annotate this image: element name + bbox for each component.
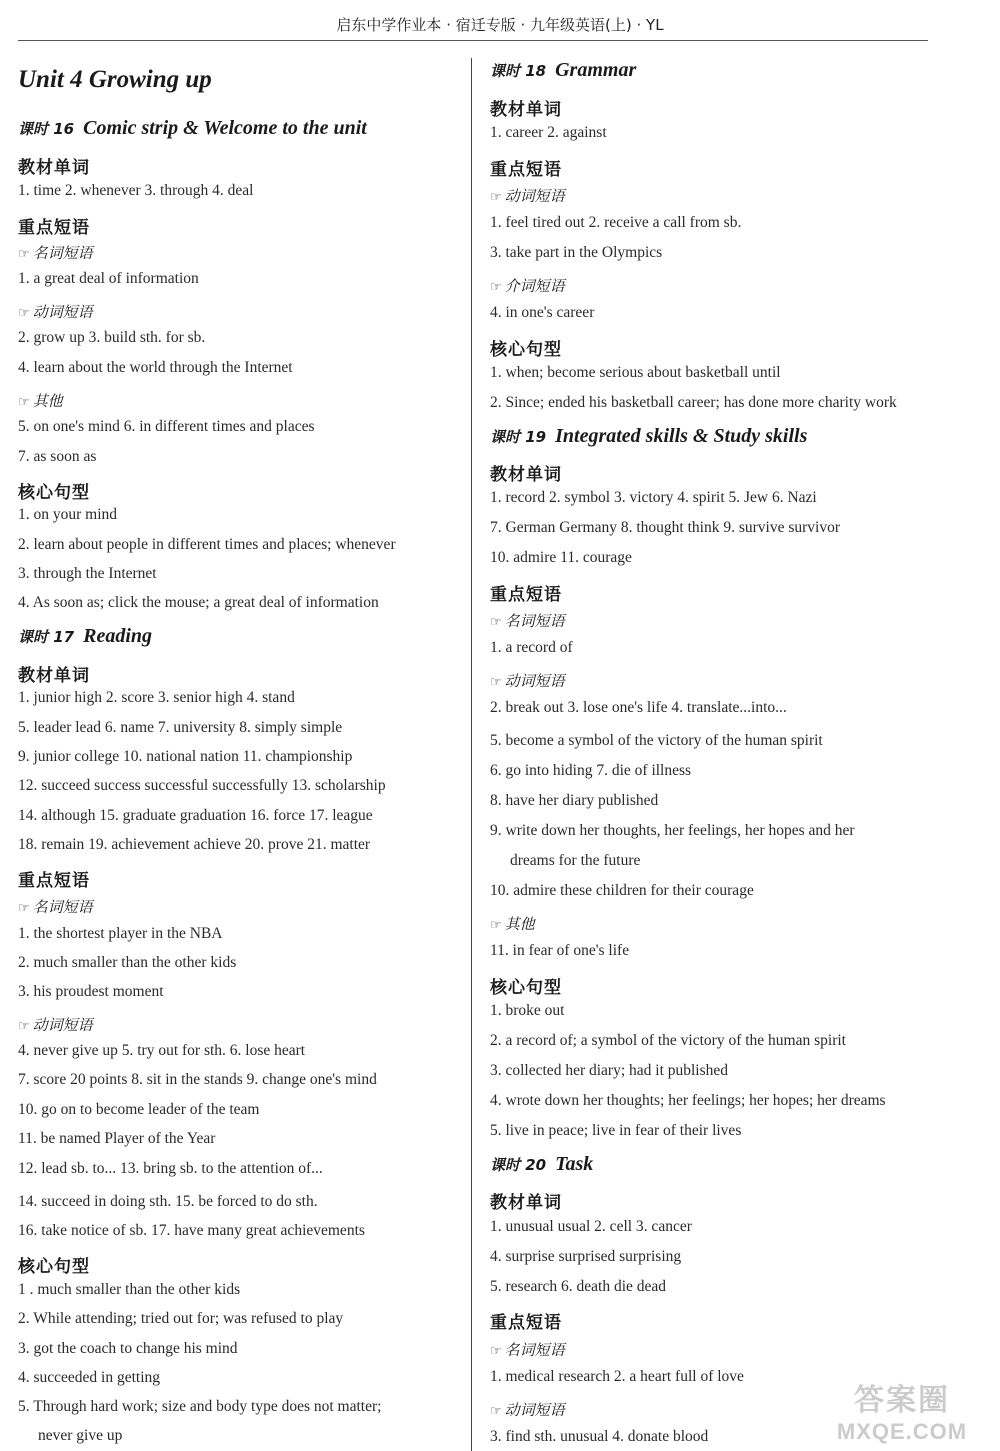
sentence-line: 3. through the Internet <box>18 565 157 582</box>
lesson-label: 课时 19 <box>490 428 547 446</box>
lesson-19-title <box>490 425 807 448</box>
section-heading: 教材单词 <box>490 100 562 120</box>
subheading: ☞ 动词短语 <box>18 1016 93 1034</box>
sentence-line: 1. when; become serious about basketball until <box>490 364 781 381</box>
vocab-line: 1. junior high 2. score 3. senior high 4. stand <box>18 689 295 706</box>
lesson-16-title <box>18 117 367 140</box>
subheading: ☞ 动词短语 <box>490 1401 565 1419</box>
header-rule <box>18 40 928 41</box>
section-heading: 核心句型 <box>18 1257 90 1277</box>
phrase-line: 7. score 20 points 8. sit in the stands 9. change one's mind <box>18 1071 377 1088</box>
section-heading: 重点短语 <box>18 218 90 238</box>
section-heading: 重点短语 <box>18 871 90 891</box>
lesson-label: 课时 20 <box>490 1156 547 1174</box>
lesson-label: 课时 17 <box>18 628 75 646</box>
phrase-line: 1. the shortest player in the NBA <box>18 925 223 942</box>
phrase-line: 3. take part in the Olympics <box>490 244 663 261</box>
running-header: 启东中学作业本 · 宿迁专版 · 九年级英语(上) · YL <box>336 16 664 34</box>
pointing-hand-icon: ☞ <box>490 280 502 295</box>
sentence-line: 2. Since; ended his basketball career; has done more charity work <box>490 394 897 411</box>
sentence-line: 4. wrote down her thoughts; her feelings; her hopes; her dreams <box>490 1092 886 1109</box>
pointing-hand-icon: ☞ <box>490 190 502 205</box>
sentence-line: 4. As soon as; click the mouse; a great deal of information <box>18 594 379 611</box>
lesson-label: 课时 18 <box>490 62 547 80</box>
phrase-line: 5. on one's mind 6. in different times and places <box>18 418 315 435</box>
subheading: ☞ 名词短语 <box>18 898 93 916</box>
sentence-line: 5. Through hard work; size and body type does not matter; <box>18 1398 382 1415</box>
phrase-line: 16. take notice of sb. 17. have many great achievements <box>18 1222 365 1239</box>
phrase-line: 2. grow up 3. build sth. for sb. <box>18 329 206 346</box>
sentence-line: 1. broke out <box>490 1002 565 1019</box>
sentence-line: 1. on your mind <box>18 506 118 523</box>
lesson-name: Task <box>555 1153 594 1175</box>
pointing-hand-icon: ☞ <box>490 918 502 933</box>
section-heading: 教材单词 <box>490 1193 562 1213</box>
subheading: ☞ 动词短语 <box>490 187 565 205</box>
pointing-hand-icon: ☞ <box>18 1019 30 1034</box>
sentence-line: 2. While attending; tried out for; was refused to play <box>18 1310 344 1327</box>
sentence-line: 4. succeeded in getting <box>18 1369 161 1386</box>
phrase-line: 3. find sth. unusual 4. donate blood <box>490 1428 709 1445</box>
sentence-line: 5. live in peace; live in fear of their lives <box>490 1122 742 1139</box>
pointing-hand-icon: ☞ <box>18 901 30 916</box>
phrase-line: 6. go into hiding 7. die of illness <box>490 762 692 779</box>
lesson-20-title <box>490 1153 593 1176</box>
phrase-line: 10. admire these children for their courage <box>490 882 754 899</box>
vocab-line: 10. admire 11. courage <box>490 549 632 566</box>
watermark-logo: 答案圈 MXQE.COM <box>836 1384 968 1444</box>
vocab-line: 1. time 2. whenever 3. through 4. deal <box>18 182 254 199</box>
subheading: ☞ 名词短语 <box>18 244 93 262</box>
phrase-line: 14. succeed in doing sth. 15. be forced to do sth. <box>18 1193 318 1210</box>
section-heading: 重点短语 <box>490 160 562 180</box>
pointing-hand-icon: ☞ <box>18 247 30 262</box>
subheading: ☞ 其他 <box>18 392 63 410</box>
sentence-line: 2. a record of; a symbol of the victory of the human spirit <box>490 1032 846 1049</box>
pointing-hand-icon: ☞ <box>490 1404 502 1419</box>
vocab-line: 4. surprise surprised surprising <box>490 1248 682 1265</box>
phrase-line: 1. medical research 2. a heart full of love <box>490 1368 744 1385</box>
section-heading: 教材单词 <box>18 158 90 178</box>
lesson-18-title <box>490 59 636 82</box>
vocab-line: 5. research 6. death die dead <box>490 1278 667 1295</box>
pointing-hand-icon: ☞ <box>18 395 30 410</box>
phrase-line: 8. have her diary published <box>490 792 659 809</box>
phrase-line: 3. his proudest moment <box>18 983 164 1000</box>
section-heading: 重点短语 <box>490 585 562 605</box>
vocab-line: 14. although 15. graduate graduation 16. force 17. league <box>18 807 373 824</box>
vocab-line: 5. leader lead 6. name 7. university 8. simply simple <box>18 719 343 736</box>
pointing-hand-icon: ☞ <box>18 306 30 321</box>
vocab-line: 1. unusual usual 2. cell 3. cancer <box>490 1218 692 1235</box>
phrase-continuation: dreams for the future <box>510 852 641 869</box>
lesson-17-title <box>18 625 152 648</box>
lesson-label: 课时 16 <box>18 120 75 138</box>
lesson-name: Integrated skills & Study skills <box>555 425 808 447</box>
section-heading: 核心句型 <box>490 978 562 998</box>
lesson-name: Grammar <box>555 59 637 81</box>
vocab-line: 12. succeed success successful successfully 13. scholarship <box>18 777 386 794</box>
sentence-continuation: never give up <box>38 1427 123 1444</box>
sentence-line: 2. learn about people in different times and places; whenever <box>18 536 396 553</box>
sentence-line: 3. collected her diary; had it published <box>490 1062 729 1079</box>
pointing-hand-icon: ☞ <box>490 615 502 630</box>
phrase-line: 2. break out 3. lose one's life 4. translate...into... <box>490 699 787 716</box>
phrase-line: 5. become a symbol of the victory of the human spirit <box>490 732 823 749</box>
subheading: ☞ 名词短语 <box>490 612 565 630</box>
unit-title: Unit 4 Growing up <box>18 66 212 93</box>
phrase-line: 11. in fear of one's life <box>490 942 630 959</box>
phrase-line: 11. be named Player of the Year <box>18 1130 216 1147</box>
lesson-name: Reading <box>83 625 153 647</box>
phrase-line: 2. much smaller than the other kids <box>18 954 237 971</box>
phrase-line: 1. feel tired out 2. receive a call from sb. <box>490 214 742 231</box>
sentence-line: 3. got the coach to change his mind <box>18 1340 238 1357</box>
phrase-line: 12. lead sb. to... 13. bring sb. to the attention of... <box>18 1160 323 1177</box>
column-divider <box>471 58 472 1451</box>
phrase-line: 10. go on to become leader of the team <box>18 1101 260 1118</box>
phrase-line: 1. a great deal of information <box>18 270 199 287</box>
sentence-line: 1 . much smaller than the other kids <box>18 1281 241 1298</box>
subheading: ☞ 动词短语 <box>18 303 93 321</box>
subheading: ☞ 名词短语 <box>490 1341 565 1359</box>
phrase-line: 1. a record of <box>490 639 573 656</box>
pointing-hand-icon: ☞ <box>490 675 502 690</box>
phrase-line: 9. write down her thoughts, her feelings, her hopes and her <box>490 822 855 839</box>
section-heading: 教材单词 <box>490 465 562 485</box>
subheading: ☞ 介词短语 <box>490 277 565 295</box>
pointing-hand-icon: ☞ <box>490 1344 502 1359</box>
lesson-name: Comic strip & Welcome to the unit <box>83 117 367 139</box>
vocab-line: 9. junior college 10. national nation 11. championship <box>18 748 353 765</box>
vocab-line: 7. German Germany 8. thought think 9. survive survivor <box>490 519 840 536</box>
subheading: ☞ 其他 <box>490 915 535 933</box>
vocab-line: 1. career 2. against <box>490 124 607 141</box>
section-heading: 重点短语 <box>490 1313 562 1333</box>
phrase-line: 4. never give up 5. try out for sth. 6. lose heart <box>18 1042 306 1059</box>
section-heading: 核心句型 <box>490 340 562 360</box>
subheading: ☞ 动词短语 <box>490 672 565 690</box>
vocab-line: 18. remain 19. achievement achieve 20. prove 21. matter <box>18 836 371 853</box>
section-heading: 教材单词 <box>18 666 90 686</box>
phrase-line: 4. in one's career <box>490 304 595 321</box>
phrase-line: 4. learn about the world through the Internet <box>18 359 293 376</box>
section-heading: 核心句型 <box>18 483 90 503</box>
phrase-line: 7. as soon as <box>18 448 97 465</box>
vocab-line: 1. record 2. symbol 3. victory 4. spirit 5. Jew 6. Nazi <box>490 489 817 506</box>
